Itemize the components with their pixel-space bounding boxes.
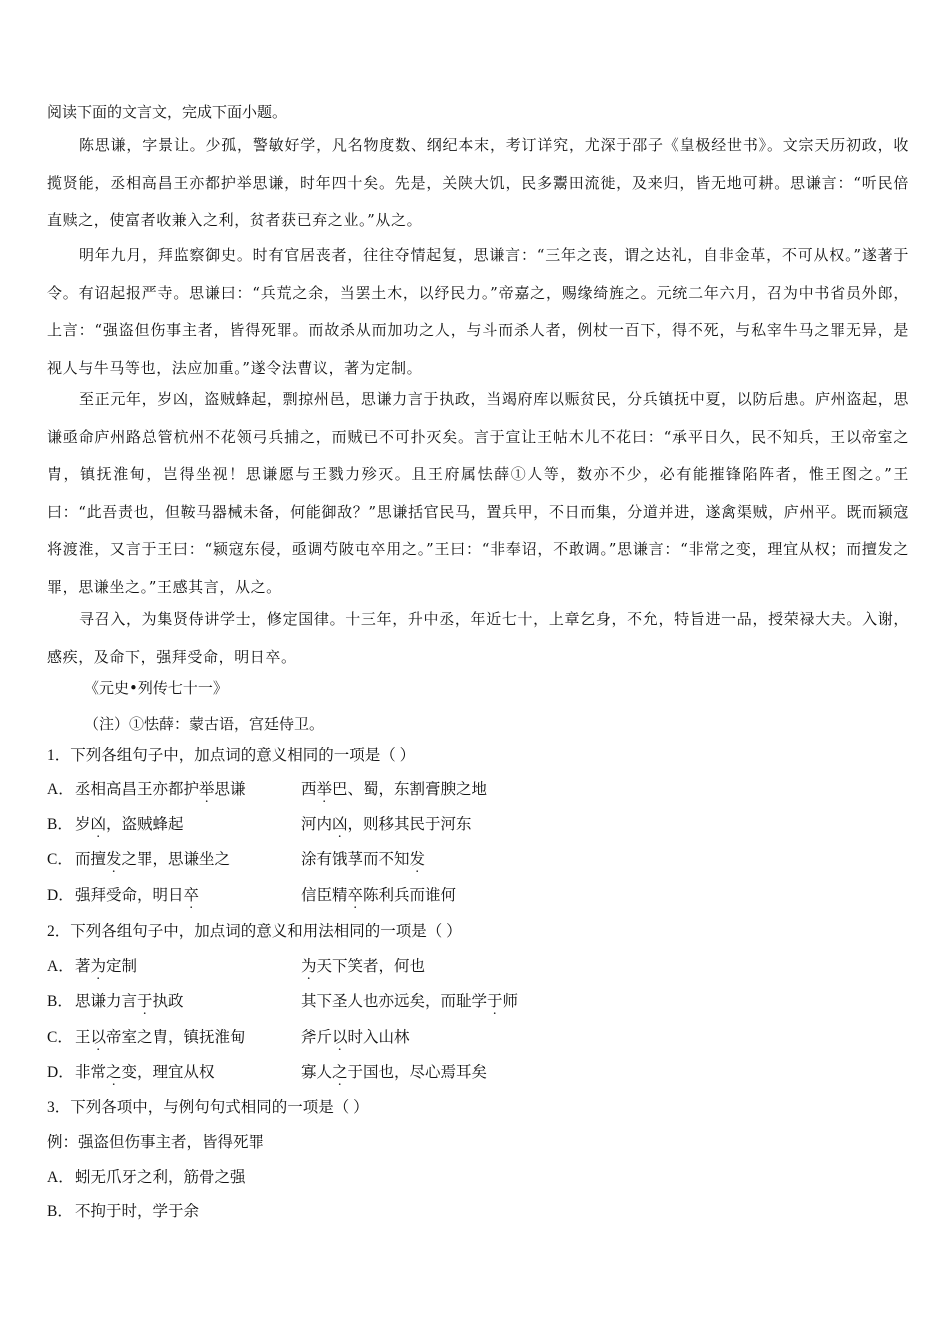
question-2-stem: 2．下列各组句子中，加点词的意义和用法相同的一项是（ ） bbox=[47, 923, 462, 940]
question-1-option-c bbox=[47, 849, 425, 871]
option-sentence-left: 思谦力言于执政 bbox=[75, 993, 184, 1010]
option-label: D． bbox=[47, 887, 74, 904]
dotted-word: 卒 bbox=[183, 887, 200, 904]
question-3-stem: 3．下列各项中，与例句句式相同的一项是（ ） bbox=[47, 1099, 369, 1116]
option-label: C． bbox=[47, 1029, 73, 1046]
option-sentence-left: 非常之变，理宜从权 bbox=[75, 1064, 215, 1081]
question-1-option-b bbox=[47, 814, 472, 836]
dotted-word: 举 bbox=[199, 781, 215, 798]
dotted-word: 为 bbox=[90, 958, 107, 975]
option-sentence-right: 为天下笑者，何也 bbox=[301, 958, 426, 975]
passage-paragraph-2: 明年九月，拜监察御史。时有官居丧者，往往夺情起复，思谦言：“三年之丧，谓之达礼，自非金革，不可从权。”遂著于令。有诏起报严寺。思谦曰：“兵荒之余，当罢土木，以纾民力。”帝嘉之，赐缘绮旌之。元统二年六月，召为中书省员外郎，上言：“强盗但伤事主者，皆得死罪。而故杀从而加功之人，与斗而杀人者，例杖一百下，得不死，与私宰牛马之罪无异，是视人与牛马等也，法应加重。”遂令法曹议，著为定制。 bbox=[47, 246, 909, 377]
dotted-word: 以 bbox=[90, 1029, 107, 1046]
question-1-option-d bbox=[47, 885, 456, 907]
option-label: A． bbox=[47, 781, 74, 798]
footnote: （注）①怯薛：蒙古语，宫廷侍卫。 bbox=[84, 715, 325, 733]
option-label: D． bbox=[47, 1064, 74, 1081]
question-2-option-a bbox=[47, 956, 425, 978]
question-1-stem: 1．下列各组句子中，加点词的意义相同的一项是（ ） bbox=[47, 747, 416, 764]
question-2-option-c bbox=[47, 1027, 410, 1049]
dotted-word: 以 bbox=[332, 1029, 348, 1046]
option-sentence-left: 而擅发之罪，思谦坐之 bbox=[75, 851, 231, 868]
passage-paragraph-1: 陈思谦，字景让。少孤，警敏好学，凡名物度数、纲纪本末，考订详究，尤深于邵子《皇极经世书》。文宗天历初政，收揽贤能，丞相高昌王亦都护举思谦，时年四十矣。先是，关陕大饥，民多鬻田流徙，及来归，皆无地可耕。思谦言：“听民倍直赎之，使富者收兼入之利，贫者获已弃之业。”从之。 bbox=[47, 136, 909, 229]
option-sentence-right: 寡人之于国也，尽心焉耳矣 bbox=[301, 1064, 488, 1081]
dotted-word: 之 bbox=[106, 1064, 122, 1081]
dotted-word: 于 bbox=[487, 993, 503, 1010]
option-text: 蚓无爪牙之利，筋骨之强 bbox=[75, 1169, 246, 1186]
dotted-word: 卒 bbox=[347, 887, 364, 904]
option-sentence-right: 河内凶，则移其民于河东 bbox=[301, 816, 472, 833]
dotted-word: 发 bbox=[409, 851, 426, 868]
question-2-option-d bbox=[47, 1062, 487, 1084]
dotted-word: 凶 bbox=[332, 816, 348, 833]
dotted-word: 举 bbox=[316, 781, 333, 798]
passage-paragraph-4: 寻召入，为集贤侍讲学士，修定国律。十三年，升中丞，年近七十，上章乞身，不允，特旨进一品，授荣禄大夫。入谢，感疾，及命下，强拜受命，明日卒。 bbox=[47, 610, 909, 666]
option-label: A． bbox=[47, 1169, 74, 1186]
option-label: B． bbox=[47, 1203, 73, 1220]
question-3-option-a bbox=[47, 1167, 246, 1189]
dotted-word: 于 bbox=[137, 993, 153, 1010]
option-sentence-left: 丞相高昌王亦都护举思谦 bbox=[75, 781, 246, 798]
dotted-word: 为 bbox=[301, 958, 317, 975]
dotted-word: 凶 bbox=[90, 816, 107, 833]
option-text: 不拘于时，学于余 bbox=[75, 1203, 200, 1220]
question-1-option-a bbox=[47, 779, 487, 801]
passage-paragraph-3: 至正元年，岁凶，盗贼蜂起，剽掠州邑，思谦力言于执政，当竭府库以赈贫民，分兵镇抚中夏，以防后患。庐州盗起，思谦亟命庐州路总管杭州不花领弓兵捕之，而贼已不可扑灭矣。言于宣让王帖木儿不花曰：“承平日久，民不知兵，王以帝室之胄，镇抚淮甸，岂得坐视！思谦愿与王戮力殄灭。且王府属怯薛①人等，数亦不少，必有能摧锋陷阵者，惟王图之。”王曰：“此吾责也，但鞍马器械未备，何能御敌？”思谦括官民马，置兵甲，不日而集，分道并进，遂禽渠贼，庐州平。既而颍寇将渡淮，又言于王曰：“颍寇东侵，亟调芍陂屯卒用之。”王曰：“非奉诏，不敢调。”思谦言：“非常之变，理宜从权；而擅发之罪，思谦坐之。”王感其言，从之。 bbox=[47, 390, 909, 596]
option-sentence-right: 斧斤以时入山林 bbox=[301, 1029, 410, 1046]
option-sentence-right: 信臣精卒陈利兵而谁何 bbox=[301, 887, 457, 904]
question-2-option-b bbox=[47, 991, 518, 1013]
source-citation: 《元史•列传七十一》 bbox=[84, 679, 228, 697]
reading-instruction: 阅读下面的文言文，完成下面小题。 bbox=[47, 103, 288, 121]
option-sentence-left: 著为定制 bbox=[75, 958, 138, 975]
option-sentence-left: 岁凶，盗贼蜂起 bbox=[75, 816, 184, 833]
option-sentence-left: 王以帝室之胄，镇抚淮甸 bbox=[75, 1029, 246, 1046]
option-label: B． bbox=[47, 993, 73, 1010]
question-3-example: 例：强盗但伤事主者，皆得死罪 bbox=[47, 1134, 265, 1151]
question-3-option-b bbox=[47, 1201, 199, 1223]
option-label: B． bbox=[47, 816, 73, 833]
option-label: A． bbox=[47, 958, 74, 975]
option-sentence-right: 涂有饿莩而不知发 bbox=[301, 851, 426, 868]
dotted-word: 之 bbox=[332, 1064, 348, 1081]
option-sentence-right: 其下圣人也亦远矣，而耻学于师 bbox=[301, 993, 519, 1010]
option-sentence-left: 强拜受命，明日卒 bbox=[75, 887, 200, 904]
option-label: C． bbox=[47, 851, 73, 868]
dotted-word: 发 bbox=[106, 851, 122, 868]
option-sentence-right: 西举巴、蜀，东割膏腴之地 bbox=[301, 781, 488, 798]
